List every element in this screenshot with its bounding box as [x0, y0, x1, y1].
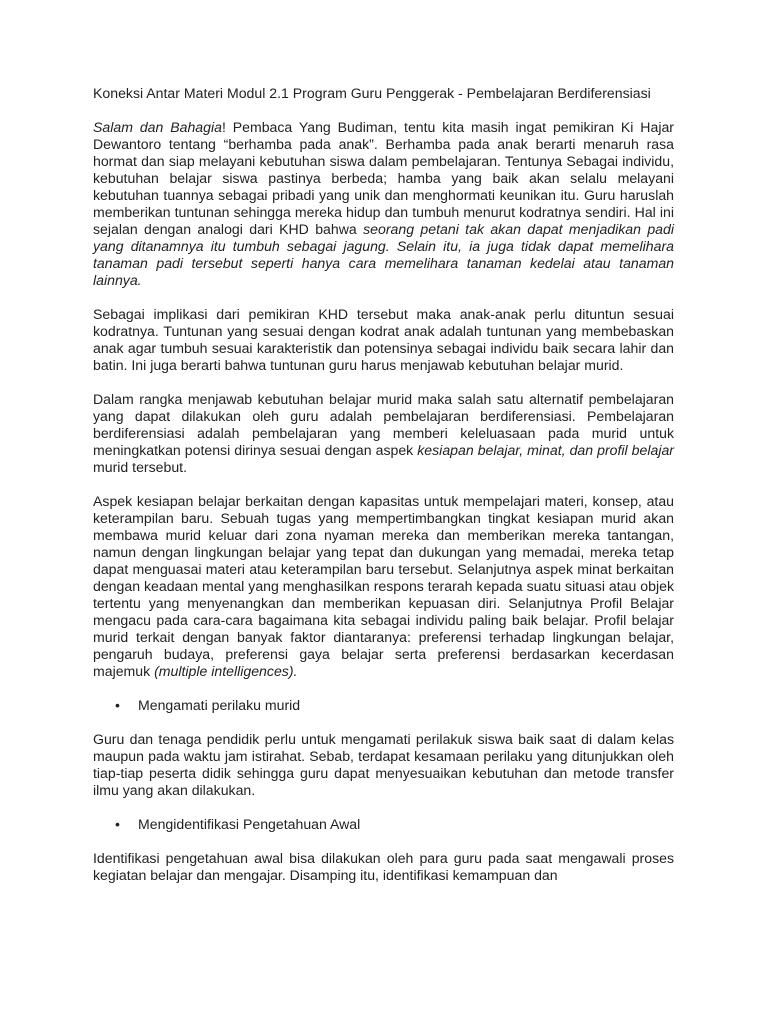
paragraph-text: ! Pembaca Yang Budiman, tentu kita masih ingat pemikiran Ki Hajar Dewantoro tentang “berhamba pada anak”. Berhamba pada anak berarti menaruh rasa hormat dan siap melayani kebutuhan siswa dalam pembelajaran. Tentunya Sebagai individu, kebutuhan belajar siswa pastinya berbeda; hamba yang baik akan selalu melayani kebutuhan tuannya sebagai pribadi yang unik dan menghormati keunikan itu. Guru haruslah memberikan tuntunan sehingga mereka hidup dan tumbuh menurut kodratnya sendiri. Hal ini sejalan dengan analogi dari KHD bahwa — [93, 119, 674, 237]
bullet-icon: • — [115, 697, 120, 713]
paragraph-identify: Identifikasi pengetahuan awal bisa dilakukan oleh para guru pada saat mengawali proses kegiatan belajar dan mengajar. Disamping itu, identifikasi kemampuan dan — [93, 850, 674, 883]
bullet-icon: • — [115, 816, 120, 832]
paragraph-text: Aspek kesiapan belajar berkaitan dengan kapasitas untuk mempelajari materi, konsep, atau keterampilan baru. Sebuah tugas yang mempertimbangkan tingkat kesiapan murid akan membawa murid keluar dari zona nyaman mereka dan memberikan mereka tantangan, namun dengan lingkungan belajar yang tepat dan dukungan yang memadai, mereka tetap dapat menguasai materi atau keterampilan baru tersebut. Selanjutnya aspek minat berkaitan dengan keadaan mental yang menghasilkan respons terarah kepada suatu situasi atau objek tertentu yang menyenangkan dan memberikan kepuasan diri. Selanjutnya Profil Belajar mengacu pada cara-cara bagaimana kita sebagai individu paling baik belajar. Profil belajar murid terkait dengan banyak faktor diantaranya: preferensi terhadap lingkungan belajar, pengaruh budaya, preferensi gaya belajar serta preferensi berdasarkan kecerdasan majemuk — [93, 493, 674, 679]
paragraph-intro — [93, 119, 674, 289]
list-item — [93, 697, 674, 714]
paragraph-text: murid tersebut. — [93, 459, 187, 475]
list-item — [93, 816, 674, 833]
document-page — [93, 85, 674, 901]
paragraph-aspects — [93, 493, 674, 680]
analogy-text: seorang petani tak akan dapat menjadikan padi yang ditanamnya itu tumbuh sebagai jagung. Selain itu, ia juga tidak dapat memelihara tanaman padi tersebut seperti hanya cara memelihara tanaman kedelai atau tanaman lainnya. — [93, 221, 674, 288]
list-item-text: Mengamati perilaku murid — [138, 697, 301, 713]
paragraph-observe: Guru dan tenaga pendidik perlu untuk mengamati perilakuk siswa baik saat di dalam kelas maupun pada waktu jam istirahat. Sebab, terdapat kesamaan perilaku yang ditunjukkan oleh tiap-tiap peserta didik sehingga guru dapat menyesuaikan kebutuhan dan metode transfer ilmu yang akan dilakukan. — [93, 731, 674, 798]
aspects-text: kesiapan belajar, minat, dan profil belajar — [417, 442, 674, 458]
paragraph-text: Dalam rangka menjawab kebutuhan belajar murid maka salah satu alternatif pembelajaran yang dapat dilakukan oleh guru adalah pembelajaran berdiferensiasi. Pembelajaran berdiferensiasi adalah pembelajaran yang memberi keleluasaan pada murid untuk meningkatkan potensi dirinya sesuai dengan aspek — [93, 391, 674, 458]
multiple-intelligences-text: (multiple intelligences). — [154, 663, 298, 679]
document-title: Koneksi Antar Materi Modul 2.1 Program Guru Penggerak - Pembelajaran Berdiferensiasi — [93, 85, 651, 101]
greeting-text: Salam dan Bahagia — [93, 119, 222, 135]
paragraph-differentiation — [93, 391, 674, 476]
list-item-text: Mengidentifikasi Pengetahuan Awal — [138, 816, 361, 832]
paragraph-implication: Sebagai implikasi dari pemikiran KHD tersebut maka anak-anak perlu dituntun sesuai kodratnya. Tuntunan yang sesuai dengan kodrat anak adalah tuntunan yang membebaskan anak agar tumbuh sesuai karakteristik dan potensinya sebagai individu baik secara lahir dan batin. Ini juga berarti bahwa tuntunan guru harus menjawab kebutuhan belajar murid. — [93, 306, 674, 373]
